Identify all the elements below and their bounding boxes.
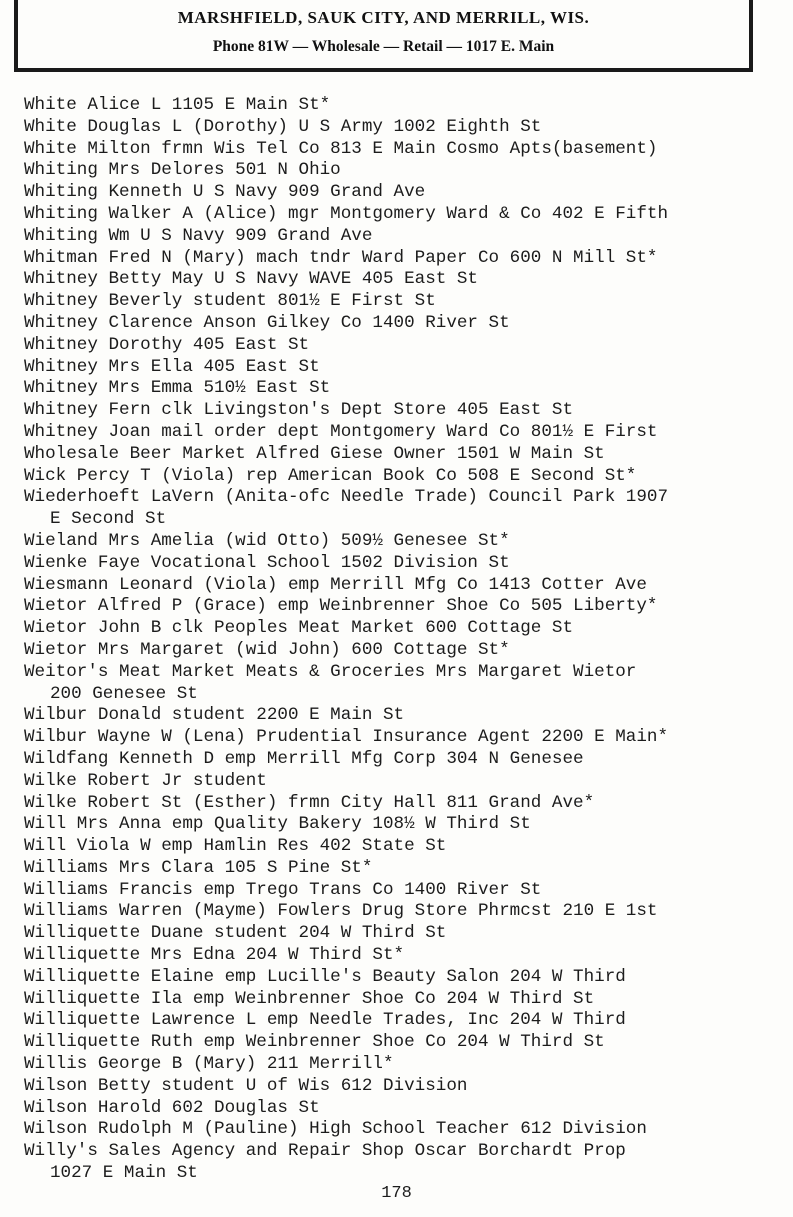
- entry-text: Wiederhoeft LaVern (Anita-ofc Needle Trade) Council Park 1907: [24, 487, 669, 508]
- entry-text: Wietor Alfred P (Grace) emp Weinbrenner Shoe Co 505 Liberty*: [24, 596, 658, 617]
- directory-entry: [24, 378, 789, 400]
- directory-entry: [24, 793, 789, 815]
- directory-entry: [24, 531, 789, 553]
- directory-entry: [24, 814, 789, 836]
- directory-entry: [24, 226, 789, 248]
- entry-text: Whitney Fern clk Livingston's Dept Store 405 East St: [24, 400, 574, 421]
- directory-entry: [24, 444, 789, 466]
- entry-text: Wilbur Donald student 2200 E Main St: [24, 705, 405, 726]
- header-subtitle: Phone 81W — Wholesale — Retail — 1017 E. Main: [212, 38, 555, 55]
- directory-entry: [24, 705, 789, 727]
- entry-text: Whitney Joan mail order dept Montgomery Ward Co 801½ E First: [24, 421, 658, 442]
- directory-entry: [24, 662, 789, 706]
- entry-text: Wilke Robert Jr student: [24, 770, 267, 791]
- directory-entry: [24, 291, 789, 313]
- entry-text: Williquette Ila emp Weinbrenner Shoe Co 204 W Third St: [24, 988, 595, 1009]
- directory-entry: [24, 248, 789, 270]
- directory-entry: [24, 95, 789, 117]
- directory-entry: [24, 1119, 789, 1141]
- entry-text: Whitman Fred N (Mary) mach tndr Ward Paper Co 600 N Mill St*: [24, 247, 658, 268]
- directory-entry: [24, 596, 789, 618]
- directory-entry: [24, 1098, 789, 1120]
- directory-entry: [24, 422, 789, 444]
- entry-text: Weitor's Meat Market Meats & Groceries Mrs Margaret Wietor: [24, 661, 637, 682]
- directory-entry: [24, 967, 789, 989]
- directory-entry: [24, 749, 789, 771]
- entry-text: Whitney Beverly student 801½ E First St: [24, 291, 436, 312]
- entry-text: Wilson Harold 602 Douglas St: [24, 1097, 320, 1118]
- directory-entry: [24, 901, 789, 923]
- page-number: 178: [381, 1184, 412, 1203]
- entry-text: Will Mrs Anna emp Quality Bakery 108½ W Third St: [24, 814, 531, 835]
- entry-text: Williams Mrs Clara 105 S Pine St*: [24, 857, 373, 878]
- directory-entry: [24, 357, 789, 379]
- entry-text: Whiting Mrs Delores 501 N Ohio: [24, 160, 341, 181]
- entry-text: Whitney Mrs Ella 405 East St: [24, 356, 320, 377]
- directory-entry: [24, 160, 789, 182]
- entry-text: Williquette Ruth emp Weinbrenner Shoe Co 204 W Third St: [24, 1032, 605, 1053]
- entry-text: Willy's Sales Agency and Repair Shop Oscar Borchardt Prop: [24, 1141, 626, 1162]
- entry-text: Wilke Robert St (Esther) frmn City Hall 811 Grand Ave*: [24, 792, 595, 813]
- directory-entry: [24, 1032, 789, 1054]
- directory-entry: [24, 117, 789, 139]
- directory-entry: [24, 880, 789, 902]
- entry-text: Williams Francis emp Trego Trans Co 1400 River St: [24, 879, 542, 900]
- entry-text: Wietor John B clk Peoples Meat Market 600 Cottage St: [24, 618, 574, 639]
- entry-continuation: 200 Genesee St: [50, 683, 198, 704]
- directory-entry: [24, 1054, 789, 1076]
- entry-text: Wilson Betty student U of Wis 612 Division: [24, 1075, 468, 1096]
- entry-text: Wick Percy T (Viola) rep American Book Co 508 E Second St*: [24, 465, 637, 486]
- directory-listing: [24, 95, 789, 1185]
- entry-text: Williquette Lawrence L emp Needle Trades, Inc 204 W Third: [24, 1010, 626, 1031]
- entry-text: Williquette Elaine emp Lucille's Beauty Salon 204 W Third: [24, 966, 626, 987]
- directory-entry: [24, 575, 789, 597]
- entry-text: Wiesmann Leonard (Viola) emp Merrill Mfg Co 1413 Cotter Ave: [24, 574, 647, 595]
- header-title: MARSHFIELD, SAUK CITY, AND MERRILL, WIS.: [177, 8, 590, 27]
- entry-text: Williquette Duane student 204 W Third St: [24, 923, 447, 944]
- entry-text: Will Viola W emp Hamlin Res 402 State St: [24, 836, 447, 857]
- directory-entry: [24, 618, 789, 640]
- entry-text: Williams Warren (Mayme) Fowlers Drug Store Phrmcst 210 E 1st: [24, 901, 658, 922]
- directory-entry: [24, 989, 789, 1011]
- directory-entry: [24, 487, 789, 531]
- entry-text: Wilson Rudolph M (Pauline) High School Teacher 612 Division: [24, 1119, 647, 1140]
- directory-entry: [24, 923, 789, 945]
- directory-entry: [24, 640, 789, 662]
- entry-text: Whitney Clarence Anson Gilkey Co 1400 River St: [24, 312, 510, 333]
- entry-text: White Milton frmn Wis Tel Co 813 E Main Cosmo Apts(basement): [24, 138, 658, 159]
- entry-text: Whiting Wm U S Navy 909 Grand Ave: [24, 225, 373, 246]
- entry-continuation: E Second St: [50, 509, 167, 530]
- entry-text: Wienke Faye Vocational School 1502 Division St: [24, 552, 510, 573]
- directory-entry: [24, 858, 789, 880]
- entry-text: Wholesale Beer Market Alfred Giese Owner 1501 W Main St: [24, 443, 605, 464]
- entry-text: Whitney Dorothy 405 East St: [24, 334, 310, 355]
- directory-entry: [24, 139, 789, 161]
- directory-entry: [24, 466, 789, 488]
- directory-entry: [24, 313, 789, 335]
- directory-entry: [24, 771, 789, 793]
- directory-entry: [24, 335, 789, 357]
- entry-text: Wildfang Kenneth D emp Merrill Mfg Corp 304 N Genesee: [24, 748, 584, 769]
- directory-entry: [24, 1076, 789, 1098]
- directory-entry: [24, 1010, 789, 1032]
- entry-text: Whitney Betty May U S Navy WAVE 405 East St: [24, 269, 478, 290]
- entry-text: Whiting Walker A (Alice) mgr Montgomery Ward & Co 402 E Fifth: [24, 203, 669, 224]
- directory-entry: [24, 945, 789, 967]
- entry-text: Wilbur Wayne W (Lena) Prudential Insurance Agent 2200 E Main*: [24, 727, 669, 748]
- directory-entry: [24, 727, 789, 749]
- directory-entry: [24, 400, 789, 422]
- entry-text: Whitney Mrs Emma 510½ East St: [24, 378, 331, 399]
- entry-text: Whiting Kenneth U S Navy 909 Grand Ave: [24, 182, 426, 203]
- directory-entry: [24, 553, 789, 575]
- entry-text: Wietor Mrs Margaret (wid John) 600 Cottage St*: [24, 639, 510, 660]
- entry-text: Wieland Mrs Amelia (wid Otto) 509½ Genesee St*: [24, 530, 510, 551]
- entry-text: Willis George B (Mary) 211 Merrill*: [24, 1054, 394, 1075]
- entry-continuation: 1027 E Main St: [50, 1163, 198, 1184]
- directory-entry: [24, 269, 789, 291]
- directory-entry: [24, 182, 789, 204]
- directory-entry: [24, 836, 789, 858]
- entry-text: Williquette Mrs Edna 204 W Third St*: [24, 945, 405, 966]
- entry-text: White Douglas L (Dorothy) U S Army 1002 Eighth St: [24, 116, 542, 137]
- entry-text: White Alice L 1105 E Main St*: [24, 95, 331, 115]
- directory-entry: [24, 204, 789, 226]
- directory-entry: [24, 1141, 789, 1185]
- page-header: [14, 0, 753, 72]
